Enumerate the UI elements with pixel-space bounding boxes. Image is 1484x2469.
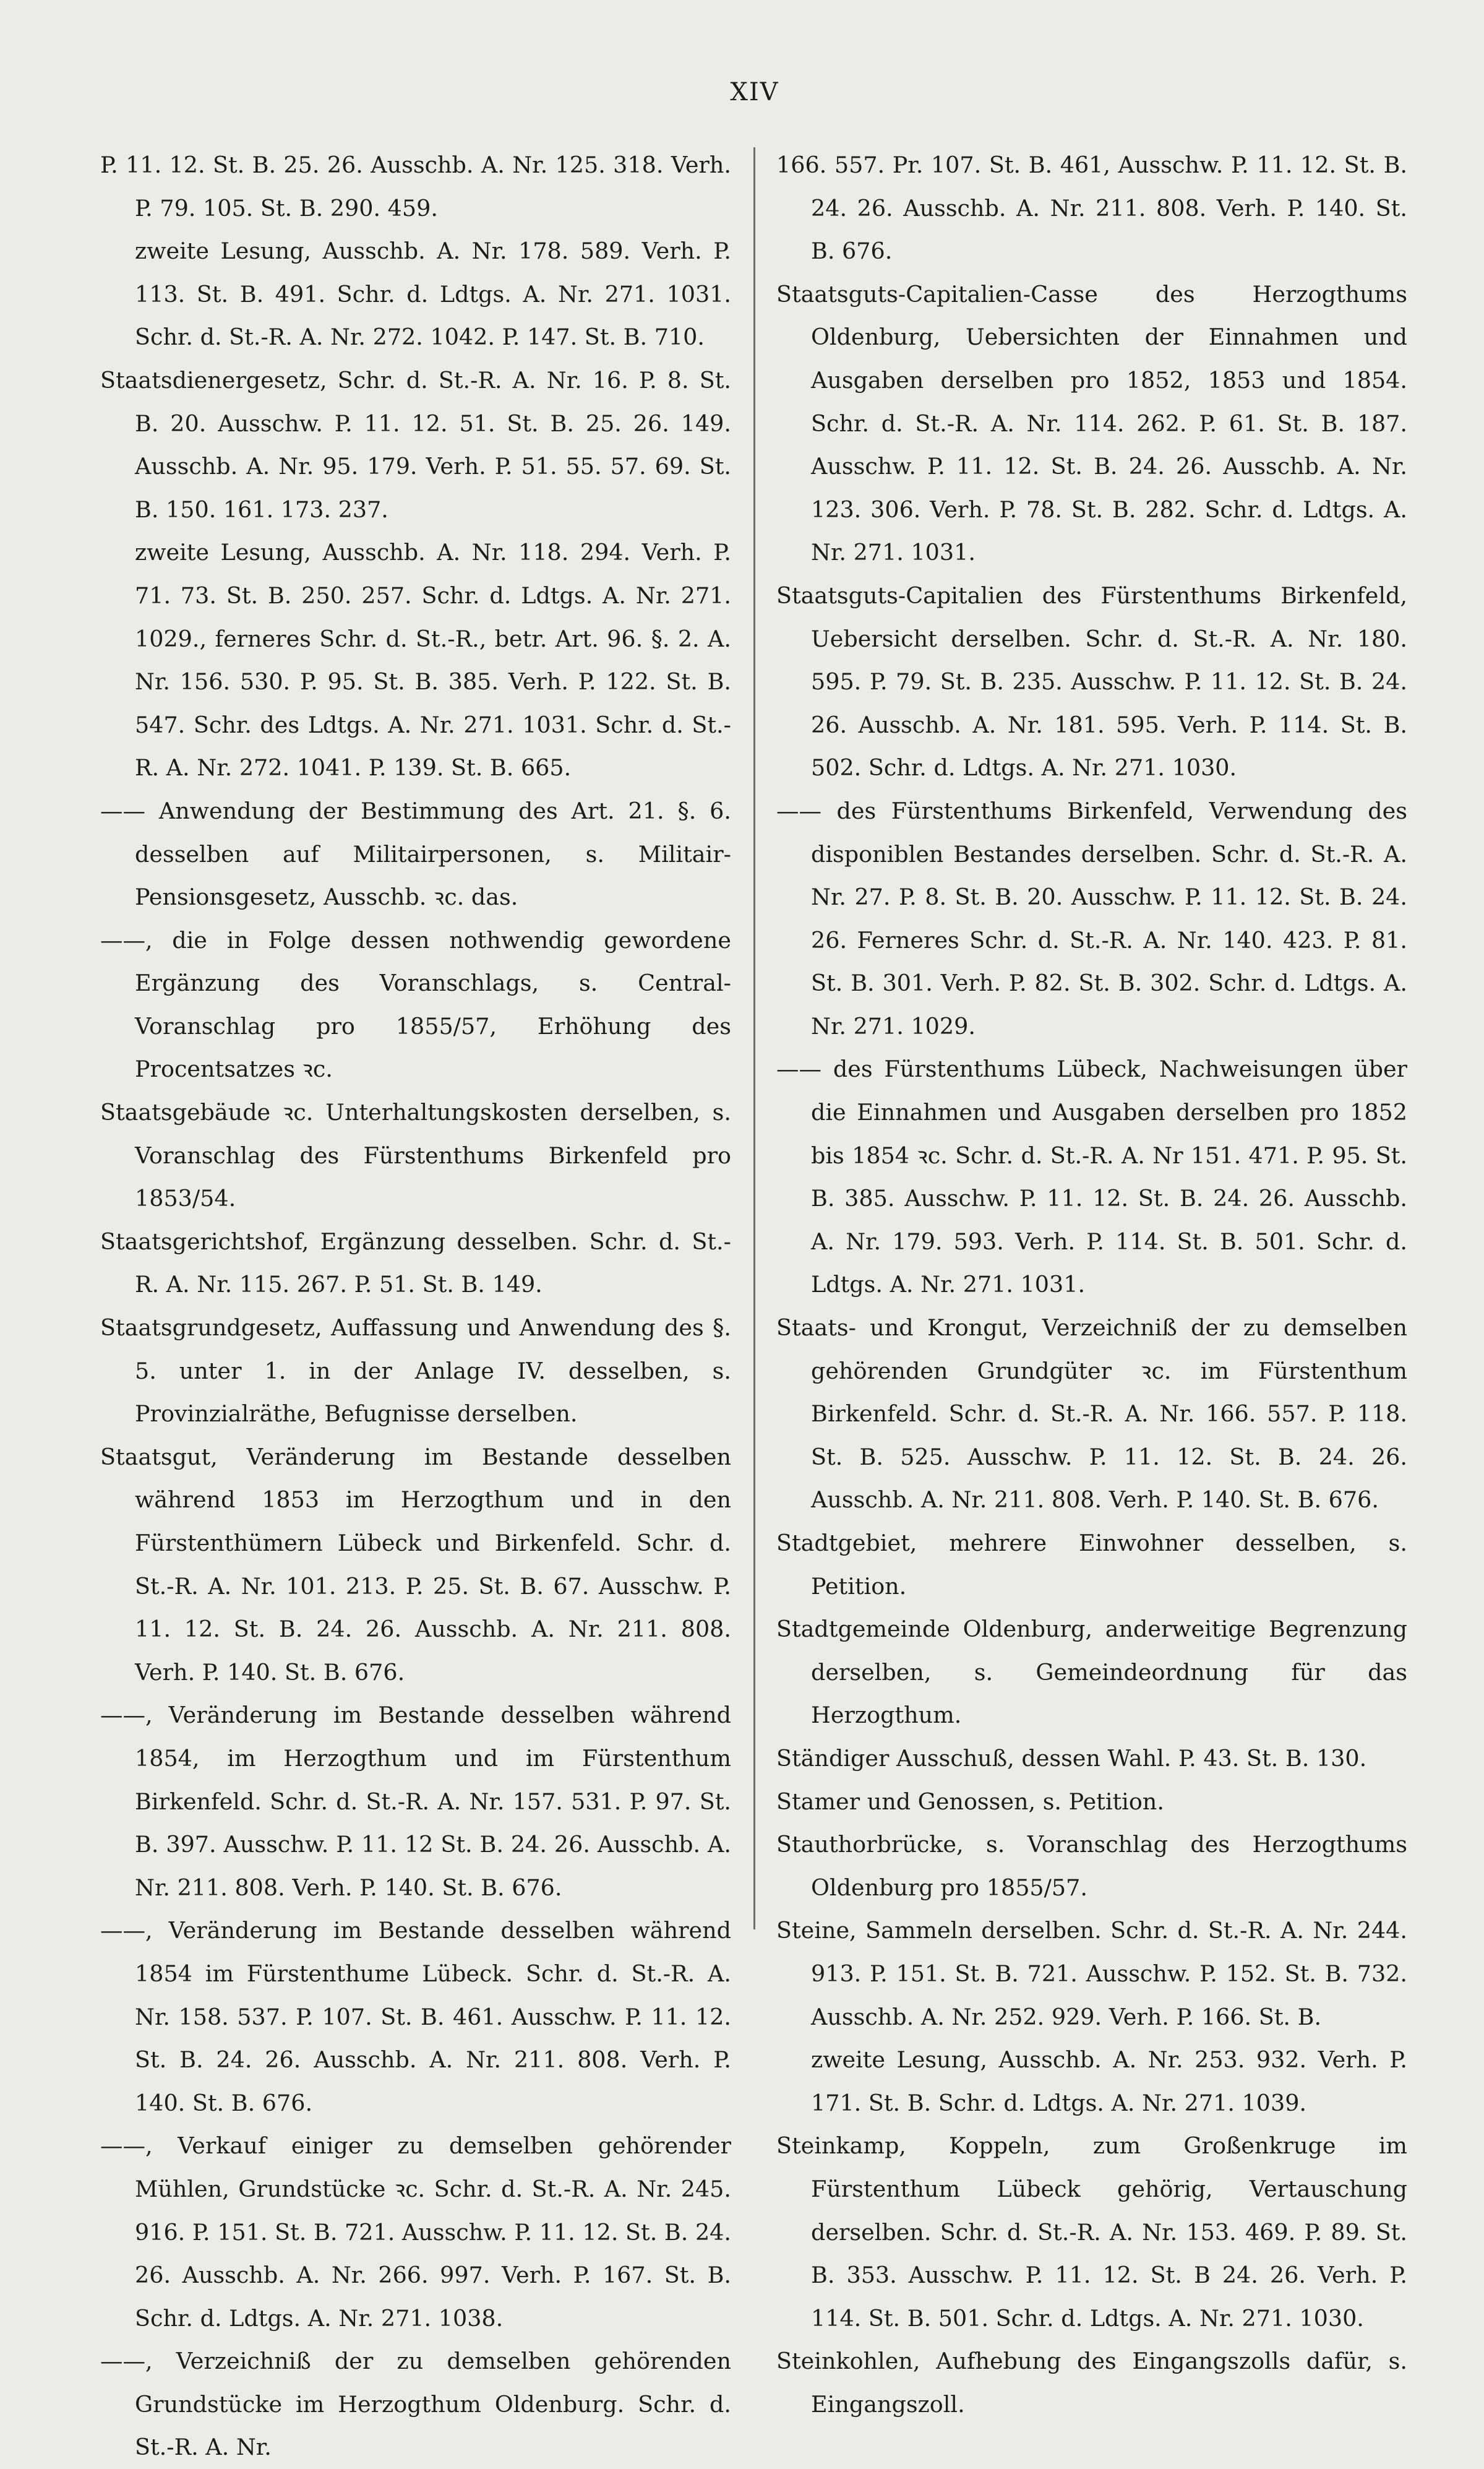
index-entry: Staatsgrundgesetz, Auffassung und Anwendung des §. 5. unter 1. in der Anlage IV. desselben, s. Provinzialräthe, Befugnisse derselben. xyxy=(100,1314,731,1428)
index-entry: Stadtgemeinde Oldenburg, anderweitige Begrenzung derselben, s. Gemeindeordnung für das Herzogthum. xyxy=(776,1616,1407,1729)
index-entry: Staatsguts-Capitalien des Fürstenthums Birkenfeld, Uebersicht derselben. Schr. d. St.-R. A. Nr. 180. 595. P. 79. St. B. 235. Ausschw. P. 11. 12. St. B. 24. 26. Ausschb. A. Nr. 181. 595. Verh. P. 114. St. B. 502. Schr. d. Ldtgs. A. Nr. 271. 1030. xyxy=(776,582,1407,782)
index-entry: ——, Veränderung im Bestande desselben während 1854, im Herzogthum und im Fürstenthum Birkenfeld. Schr. d. St.-R. A. Nr. 157. 531. P. 97. St. B. 397. Ausschw. P. 11. 12 St. B. 24. 26. Ausschb. A. Nr. 211. 808. Verh. P. 140. St. B. 676. xyxy=(100,1702,731,1901)
index-entry: Staats- und Krongut, Verzeichniß der zu demselben gehörenden Grundgüter ꝛc. im Fürstenthum Birkenfeld. Schr. d. St.-R. A. Nr. 166. 557. P. 118. St. B. 525. Ausschw. P. 11. 12. St. B. 24. 26. Ausschb. A. Nr. 211. 808. Verh. P. 140. St. B. 676. xyxy=(776,1314,1407,1514)
index-entry: Steinkamp, Koppeln, zum Großenkruge im Fürstenthum Lübeck gehörig, Vertauschung derselben. Schr. d. St.-R. A. Nr. 153. 469. P. 89. St. B. 353. Ausschw. P. 11. 12. St. B 24. 26. Verh. P. 114. St. B. 501. Schr. d. Ldtgs. A. Nr. 271. 1030. xyxy=(776,2132,1407,2332)
index-entry: 166. 557. Pr. 107. St. B. 461, Ausschw. P. 11. 12. St. B. 24. 26. Ausschb. A. Nr. 211. 808. Verh. P. 140. St. B. 676. xyxy=(776,152,1407,265)
index-subentry: zweite Lesung, Ausschb. A. Nr. 253. 932. Verh. P. 171. St. B. Schr. d. Ldtgs. A. Nr. 271. 1039. xyxy=(811,2046,1407,2116)
index-entry: Ständiger Ausschuß, dessen Wahl. P. 43. St. B. 130. xyxy=(776,1744,1367,1772)
index-entry: Staatsgebäude ꝛc. Unterhaltungskosten derselben, s. Voranschlag des Fürstenthums Birkenfeld pro 1853/54. xyxy=(100,1099,731,1212)
index-entry: Staatsgut, Veränderung im Bestande desselben während 1853 im Herzogthum und in den Fürstenthümern Lübeck und Birkenfeld. Schr. d. St.-R. A. Nr. 101. 213. P. 25. St. B. 67. Ausschw. P. 11. 12. St. B. 24. 26. Ausschb. A. Nr. 211. 808. Verh. P. 140. St. B. 676. xyxy=(100,1443,731,1686)
page-number: XIV xyxy=(730,78,779,106)
column-divider xyxy=(753,147,755,1929)
index-entry: Stauthorbrücke, s. Voranschlag des Herzogthums Oldenburg pro 1855/57. xyxy=(776,1831,1407,1901)
index-entry: —— des Fürstenthums Lübeck, Nachweisungen über die Einnahmen und Ausgaben derselben pro 1852 bis 1854 ꝛc. Schr. d. St.-R. A. Nr 151. 471. P. 95. St. B. 385. Ausschw. P. 11. 12. St. B. 24. 26. Ausschb. A. Nr. 179. 593. Verh. P. 114. St. B. 501. Schr. d. Ldtgs. A. Nr. 271. 1031. xyxy=(776,1056,1407,1298)
left-column xyxy=(100,144,731,2469)
index-entry: Steinkohlen, Aufhebung des Eingangszolls dafür, s. Eingangszoll. xyxy=(776,2348,1407,2418)
right-column xyxy=(776,144,1407,2426)
index-entry: ——, Veränderung im Bestande desselben während 1854 im Fürstenthume Lübeck. Schr. d. St.-R. A. Nr. 158. 537. P. 107. St. B. 461. Ausschw. P. 11. 12. St. B. 24. 26. Ausschb. A. Nr. 211. 808. Verh. P. 140. St. B. 676. xyxy=(100,1917,731,2116)
index-entry: Staatsgerichtshof, Ergänzung desselben. Schr. d. St.-R. A. Nr. 115. 267. P. 51. St. B. 149. xyxy=(100,1228,731,1298)
index-entry: Staatsguts-Capitalien-Casse des Herzogthums Oldenburg, Uebersichten der Einnahmen und Ausgaben derselben pro 1852, 1853 und 1854. Schr. d. St.-R. A. Nr. 114. 262. P. 61. St. B. 187. Ausschw. P. 11. 12. St. B. 24. 26. Ausschb. A. Nr. 123. 306. Verh. P. 78. St. B. 282. Schr. d. Ldtgs. A. Nr. 271. 1031. xyxy=(776,280,1407,566)
index-entry: —— des Fürstenthums Birkenfeld, Verwendung des disponiblen Bestandes derselben. Schr. d. St.-R. A. Nr. 27. P. 8. St. B. 20. Ausschw. P. 11. 12. St. B. 24. 26. Ferneres Schr. d. St.-R. A. Nr. 140. 423. P. 81. St. B. 301. Verh. P. 82. St. B. 302. Schr. d. Ldtgs. A. Nr. 271. 1029. xyxy=(776,797,1407,1040)
index-entry: ——, Verzeichniß der zu demselben gehörenden Grundstücke im Herzogthum Oldenburg. Schr. d. St.-R. A. Nr. xyxy=(100,2348,731,2461)
index-entry: Steine, Sammeln derselben. Schr. d. St.-R. A. Nr. 244. 913. P. 151. St. B. 721. Ausschw. P. 152. St. B. 732. Ausschb. A. Nr. 252. 929. Verh. P. 166. St. B. xyxy=(776,1917,1407,2030)
index-entry: ——, Verkauf einiger zu demselben gehörender Mühlen, Grundstücke ꝛc. Schr. d. St.-R. A. Nr. 245. 916. P. 151. St. B. 721. Ausschw. P. 11. 12. St. B. 24. 26. Ausschb. A. Nr. 266. 997. Verh. P. 167. St. B. Schr. d. Ldtgs. A. Nr. 271. 1038. xyxy=(100,2132,731,2332)
index-entry: ——, die in Folge dessen nothwendig gewordene Ergänzung des Voranschlags, s. Central-Voranschlag pro 1855/57, Erhöhung des Procentsatzes ꝛc. xyxy=(100,926,731,1083)
index-entry: P. 11. 12. St. B. 25. 26. Ausschb. A. Nr. 125. 318. Verh. P. 79. 105. St. B. 290. 459. xyxy=(100,152,731,222)
index-subentry: zweite Lesung, Ausschb. A. Nr. 178. 589. Verh. P. 113. St. B. 491. Schr. d. Ldtgs. A. Nr. 271. 1031. Schr. d. St.-R. A. Nr. 272. 1042. P. 147. St. B. 710. xyxy=(135,238,731,351)
index-entry: Staatsdienergesetz, Schr. d. St.-R. A. Nr. 16. P. 8. St. B. 20. Ausschw. P. 11. 12. 51. St. B. 25. 26. 149. Ausschb. A. Nr. 95. 179. Verh. P. 51. 55. 57. 69. St. B. 150. 161. 173. 237. xyxy=(100,366,731,523)
index-subentry: zweite Lesung, Ausschb. A. Nr. 118. 294. Verh. P. 71. 73. St. B. 250. 257. Schr. d. Ldtgs. A. Nr. 271. 1029., ferneres Schr. d. St.-R., betr. Art. 96. §. 2. A. Nr. 156. 530. P. 95. St. B. 385. Verh. P. 122. St. B. 547. Schr. des Ldtgs. A. Nr. 271. 1031. Schr. d. St.-R. A. Nr. 272. 1041. P. 139. St. B. 665. xyxy=(135,539,731,782)
index-entry: Stadtgebiet, mehrere Einwohner desselben, s. Petition. xyxy=(776,1530,1407,1600)
index-entry: Stamer und Genossen, s. Petition. xyxy=(776,1788,1164,1815)
index-entry: —— Anwendung der Bestimmung des Art. 21. §. 6. desselben auf Militairpersonen, s. Militair-Pensionsgesetz, Ausschb. ꝛc. das. xyxy=(100,797,731,911)
